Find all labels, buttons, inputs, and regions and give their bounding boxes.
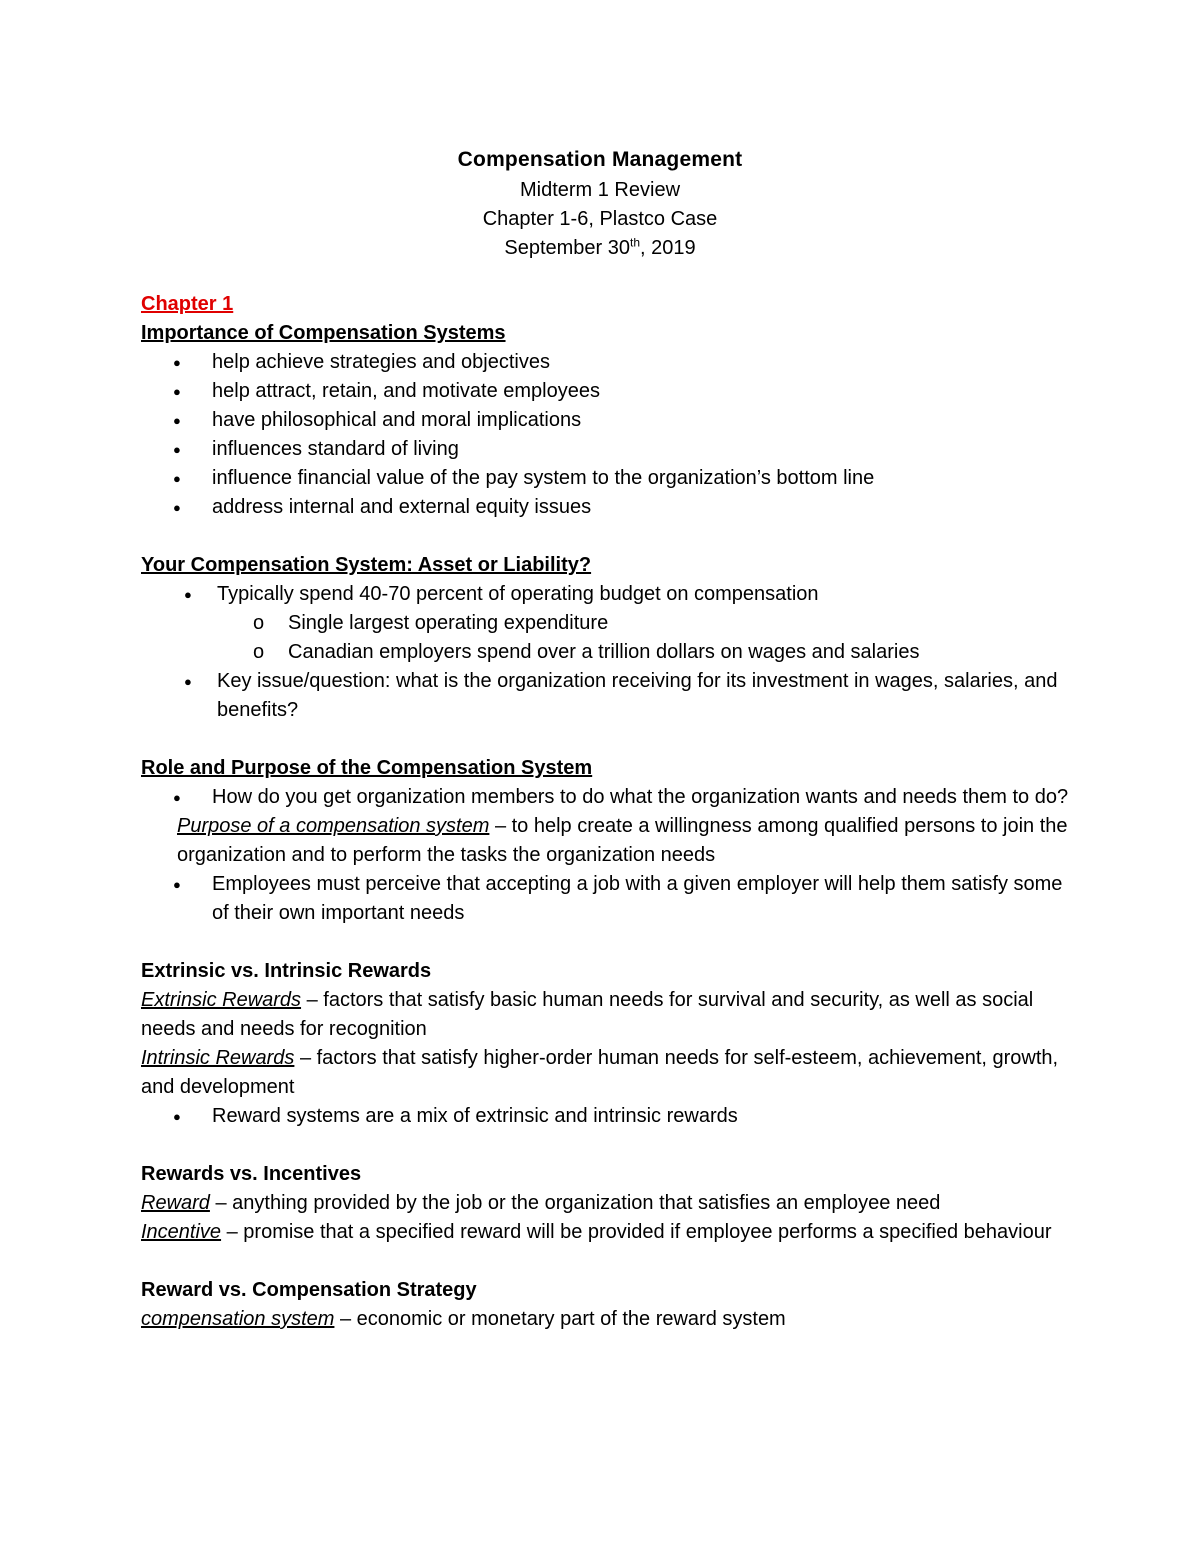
role-list-2 [141,870,1081,928]
document-date [0,234,1200,263]
definition-term: Intrinsic Rewards [141,1047,295,1069]
list-item: ● Reward systems are a mix of extrinsic and intrinsic rewards [141,1102,1081,1131]
section-heading-strategy: Reward vs. Compensation Strategy [141,1279,477,1301]
document-title: Compensation Management [457,148,743,171]
list-item: ● Employees must perceive that accepting a job with a given employer will help them satisfy some of their own important needs [141,870,1081,928]
definition-paragraph [141,1218,1081,1247]
definition-term: Extrinsic Rewards [141,989,302,1011]
definition-paragraph [141,1189,1081,1218]
definition-term: Reward [141,1192,210,1214]
document-scope: Chapter 1-6, Plastco Case [482,208,718,230]
section-heading-incentives: Rewards vs. Incentives [141,1163,362,1185]
list-item: ● influence financial value of the pay system to the organization’s bottom line [141,464,1081,493]
definition-text: – factors that satisfy basic human needs for survival and security, as well as social needs and needs for recognition [141,989,1034,1040]
definition-term: compensation system [141,1308,335,1330]
asset-list [141,580,1081,725]
date-suffix: , 2019 [640,237,696,259]
list-item: ● help attract, retain, and motivate employees [141,377,1081,406]
list-item: ● address internal and external equity issues [141,493,1081,522]
sub-list-item: o Canadian employers spend over a trillion dollars on wages and salaries [141,638,1081,667]
role-list [141,783,1081,812]
definition-term: Purpose of a compensation system [177,815,490,837]
document-body [141,290,1081,1334]
list-item: ● help achieve strategies and objectives [141,348,1081,377]
definition-text: – economic or monetary part of the reward system [334,1308,786,1330]
definition-paragraph [141,812,1081,870]
sub-list-item: o Single largest operating expenditure [141,609,1081,638]
definition-paragraph [141,1044,1081,1102]
list-item: ● Key issue/question: what is the organization receiving for its investment in wages, salaries, and benefits? [141,667,1081,725]
section-heading-importance: Importance of Compensation Systems [141,322,506,344]
date-ordinal: th [630,235,641,250]
section-heading-role: Role and Purpose of the Compensation System [141,757,593,779]
list-item: ● How do you get organization members to do what the organization wants and needs them to do? [141,783,1081,812]
document-subtitle: Midterm 1 Review [519,179,681,201]
chapter-heading: Chapter 1 [141,293,234,315]
list-item: ● Typically spend 40-70 percent of operating budget on compensation [141,580,1081,609]
list-item: ● have philosophical and moral implications [141,406,1081,435]
definition-text: – factors that satisfy higher-order human needs for self-esteem, achievement, growth, and development [141,1047,1059,1098]
list-item: ● influences standard of living [141,435,1081,464]
definition-text: – to help create a willingness among qualified persons to join the organization and to perform the tasks the organization needs [177,815,1068,866]
document-header [0,144,1200,263]
definition-paragraph [141,986,1081,1044]
section-heading-extrinsic: Extrinsic vs. Intrinsic Rewards [141,960,432,982]
definition-text: – promise that a specified reward will be provided if employee performs a specified behaviour [221,1221,1052,1243]
definition-text: – anything provided by the job or the organization that satisfies an employee need [209,1192,941,1214]
definition-paragraph [141,1305,1081,1334]
definition-term: Incentive [141,1221,222,1243]
date-prefix: September 30 [504,237,630,259]
importance-list [141,348,1081,522]
section-heading-asset: Your Compensation System: Asset or Liability? [141,554,592,576]
extrinsic-list [141,1102,1081,1131]
